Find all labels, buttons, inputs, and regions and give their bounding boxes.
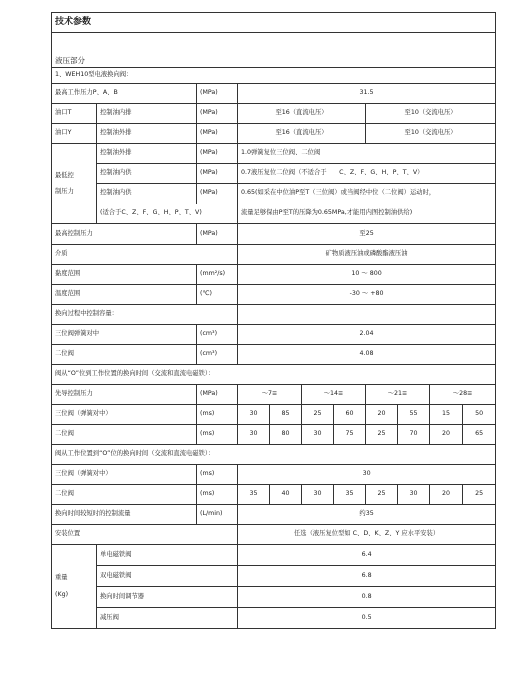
unit: (MPa) — [197, 124, 238, 144]
row-two-pos — [52, 345, 496, 365]
value-ac: 至10（交流电压） — [366, 124, 496, 144]
time-cell: 20 — [366, 405, 398, 425]
label: 温度范围 — [52, 285, 197, 305]
value: 至25 — [238, 224, 496, 245]
time-cell: 65 — [463, 425, 496, 445]
label: 二位阀 — [52, 485, 197, 505]
label: 安装位置 — [52, 525, 238, 545]
time-cell: 30 — [302, 425, 334, 445]
row-weight-1 — [52, 545, 496, 566]
pressure-col: ～28≡ — [430, 385, 496, 405]
label: 阀从“O”位到工作位置的换向时间（交流和直流电磁铁）： — [52, 365, 496, 385]
spec-sheet — [51, 12, 495, 694]
row-viscosity — [52, 265, 496, 285]
pressure-col: ～14≡ — [302, 385, 366, 405]
time-cell: 30 — [238, 425, 270, 445]
row-min-ctrl-4 — [52, 204, 496, 224]
value: -30 ～ +80 — [238, 285, 496, 305]
sub-label: (适合于C、Z、F、G、H、P、T、V) — [97, 204, 238, 224]
unit: (MPa) — [197, 104, 238, 124]
sub-label: 控制油内排 — [97, 104, 197, 124]
time-cell: 35 — [334, 485, 366, 505]
weight-item-value: 6.4 — [238, 545, 496, 566]
sub-label: 控制油内供 — [97, 164, 197, 184]
value: 10 ～ 800 — [238, 265, 496, 285]
row-flow — [52, 505, 496, 525]
unit: (mm²/s) — [197, 265, 238, 285]
value-dc: 至16（直流电压） — [238, 104, 366, 124]
title: 技术参数 — [52, 13, 496, 33]
time-cell: 25 — [463, 485, 496, 505]
time-cell: 80 — [270, 425, 302, 445]
label: 换向时间较短时的控制流量 — [52, 505, 197, 525]
label: 油口T — [52, 104, 97, 124]
unit: (MPa) — [197, 385, 238, 405]
weight-item-label: 单电磁铁阀 — [97, 545, 238, 566]
unit: (MPa) — [197, 224, 238, 245]
unit: (ms) — [197, 465, 238, 485]
row-t1-two — [52, 425, 496, 445]
value: 31.5 — [238, 84, 496, 104]
row-mounting — [52, 525, 496, 545]
row-t2-two — [52, 485, 496, 505]
valve-type: 1、WEH10型电液换向阀： — [52, 68, 496, 84]
time-cell: 25 — [302, 405, 334, 425]
label: 最高工作压力P、A、B — [52, 84, 197, 104]
row-switch-time-title — [52, 365, 496, 385]
time-cell: 30 — [398, 485, 430, 505]
value: 30 — [238, 465, 496, 485]
min-ctrl-label — [52, 144, 97, 224]
weight-item-label: 换向时间调节器 — [97, 587, 238, 608]
weight-label-line1: 重量 — [55, 574, 68, 582]
label: 阀从工作位置到“O”位的换向时间（交流和直流电磁铁）： — [52, 445, 496, 465]
unit: (cm³) — [197, 325, 238, 345]
row-max-ctrl — [52, 224, 496, 245]
row-switch-back-title — [52, 445, 496, 465]
row-weight-3 — [52, 587, 496, 608]
value: 任选（液压复位型如 C、D、K、Z、Y 应水平安装） — [238, 525, 496, 545]
spec-table — [51, 12, 496, 629]
row-pilot-pressure — [52, 385, 496, 405]
time-cell: 40 — [270, 485, 302, 505]
label: 三位阀弹簧对中 — [52, 325, 197, 345]
pressure-col: ～21≡ — [366, 385, 430, 405]
row-ctrl-volume — [52, 305, 496, 325]
value: 2.04 — [238, 325, 496, 345]
weight-item-value: 6.8 — [238, 566, 496, 587]
unit: (ms) — [197, 485, 238, 505]
time-cell: 30 — [238, 405, 270, 425]
label: 二位阀 — [52, 425, 197, 445]
section-title: 液压部分 — [52, 33, 496, 68]
row-port-t — [52, 104, 496, 124]
time-cell: 15 — [430, 405, 463, 425]
unit: (cm³) — [197, 345, 238, 365]
label: 三位阀（弹簧对中） — [52, 405, 197, 425]
time-cell: 20 — [430, 485, 463, 505]
pressure-col: ～7≡ — [238, 385, 302, 405]
unit: (℃) — [197, 285, 238, 305]
row-temperature — [52, 285, 496, 305]
weight-item-value: 0.8 — [238, 587, 496, 608]
label: 介质 — [52, 245, 238, 265]
value: 流量足够保由P至T的压降为0.65MPa,才能用内图控制油供给) — [238, 204, 496, 224]
time-cell: 25 — [366, 425, 398, 445]
unit: (MPa) — [197, 164, 238, 184]
sub-label: 控制油内供 — [97, 184, 197, 204]
row-weight-4 — [52, 608, 496, 629]
value: 矿物质液压油或磷酸酯液压油 — [238, 245, 496, 265]
unit: (ms) — [197, 405, 238, 425]
unit: (ms) — [197, 425, 238, 445]
time-cell: 25 — [366, 485, 398, 505]
value: 0.7液压复位二位阀（不适合于 C、Z、F、G、H、P、T、V） — [238, 164, 496, 184]
time-cell: 30 — [302, 485, 334, 505]
time-cell: 55 — [398, 405, 430, 425]
value-dc: 至16（直流电压） — [238, 124, 366, 144]
value: 4.08 — [238, 345, 496, 365]
min-ctrl-label-line1: 最低控 — [55, 172, 74, 180]
time-cell: 20 — [430, 425, 463, 445]
row-port-y — [52, 124, 496, 144]
min-ctrl-label-line2: 制压力 — [55, 187, 74, 195]
time-cell: 70 — [398, 425, 430, 445]
value: 1.0弹簧复位三位阀、二位阀 — [238, 144, 496, 164]
row-t2-three — [52, 465, 496, 485]
weight-label-line2: (Kg) — [55, 590, 69, 598]
value: 0.65(如采在中位油P至T（三位阀）或当阀经中位（二位阀）运动时， — [238, 184, 496, 204]
weight-label — [52, 545, 97, 629]
value-ac: 至10（交流电压） — [366, 104, 496, 124]
time-cell: 35 — [238, 485, 270, 505]
row-min-ctrl-1 — [52, 144, 496, 164]
label: 先导控制压力 — [52, 385, 197, 405]
row-t1-three — [52, 405, 496, 425]
label: 二位阀 — [52, 345, 197, 365]
label: 黏度范围 — [52, 265, 197, 285]
time-cell: 75 — [334, 425, 366, 445]
time-cell: 60 — [334, 405, 366, 425]
time-cell: 50 — [463, 405, 496, 425]
unit: (MPa) — [197, 84, 238, 104]
row-min-ctrl-2 — [52, 164, 496, 184]
unit: (L/min) — [197, 505, 238, 525]
label: 换向过程中控制容量： — [52, 305, 238, 325]
sub-label: 控制油外排 — [97, 124, 197, 144]
unit: (MPa) — [197, 184, 238, 204]
row-max-pressure — [52, 84, 496, 104]
weight-item-label: 减压阀 — [97, 608, 238, 629]
weight-item-label: 双电磁铁阀 — [97, 566, 238, 587]
label: 油口Y — [52, 124, 97, 144]
row-medium — [52, 245, 496, 265]
row-min-ctrl-3 — [52, 184, 496, 204]
value: 约35 — [238, 505, 496, 525]
sub-label: 控制油外排 — [97, 144, 197, 164]
unit: (MPa) — [197, 144, 238, 164]
weight-item-value: 0.5 — [238, 608, 496, 629]
label: 三位阀（弹簧对中） — [52, 465, 197, 485]
row-weight-2 — [52, 566, 496, 587]
label: 最高控制压力 — [52, 224, 197, 245]
row-three-pos — [52, 325, 496, 345]
time-cell: 85 — [270, 405, 302, 425]
